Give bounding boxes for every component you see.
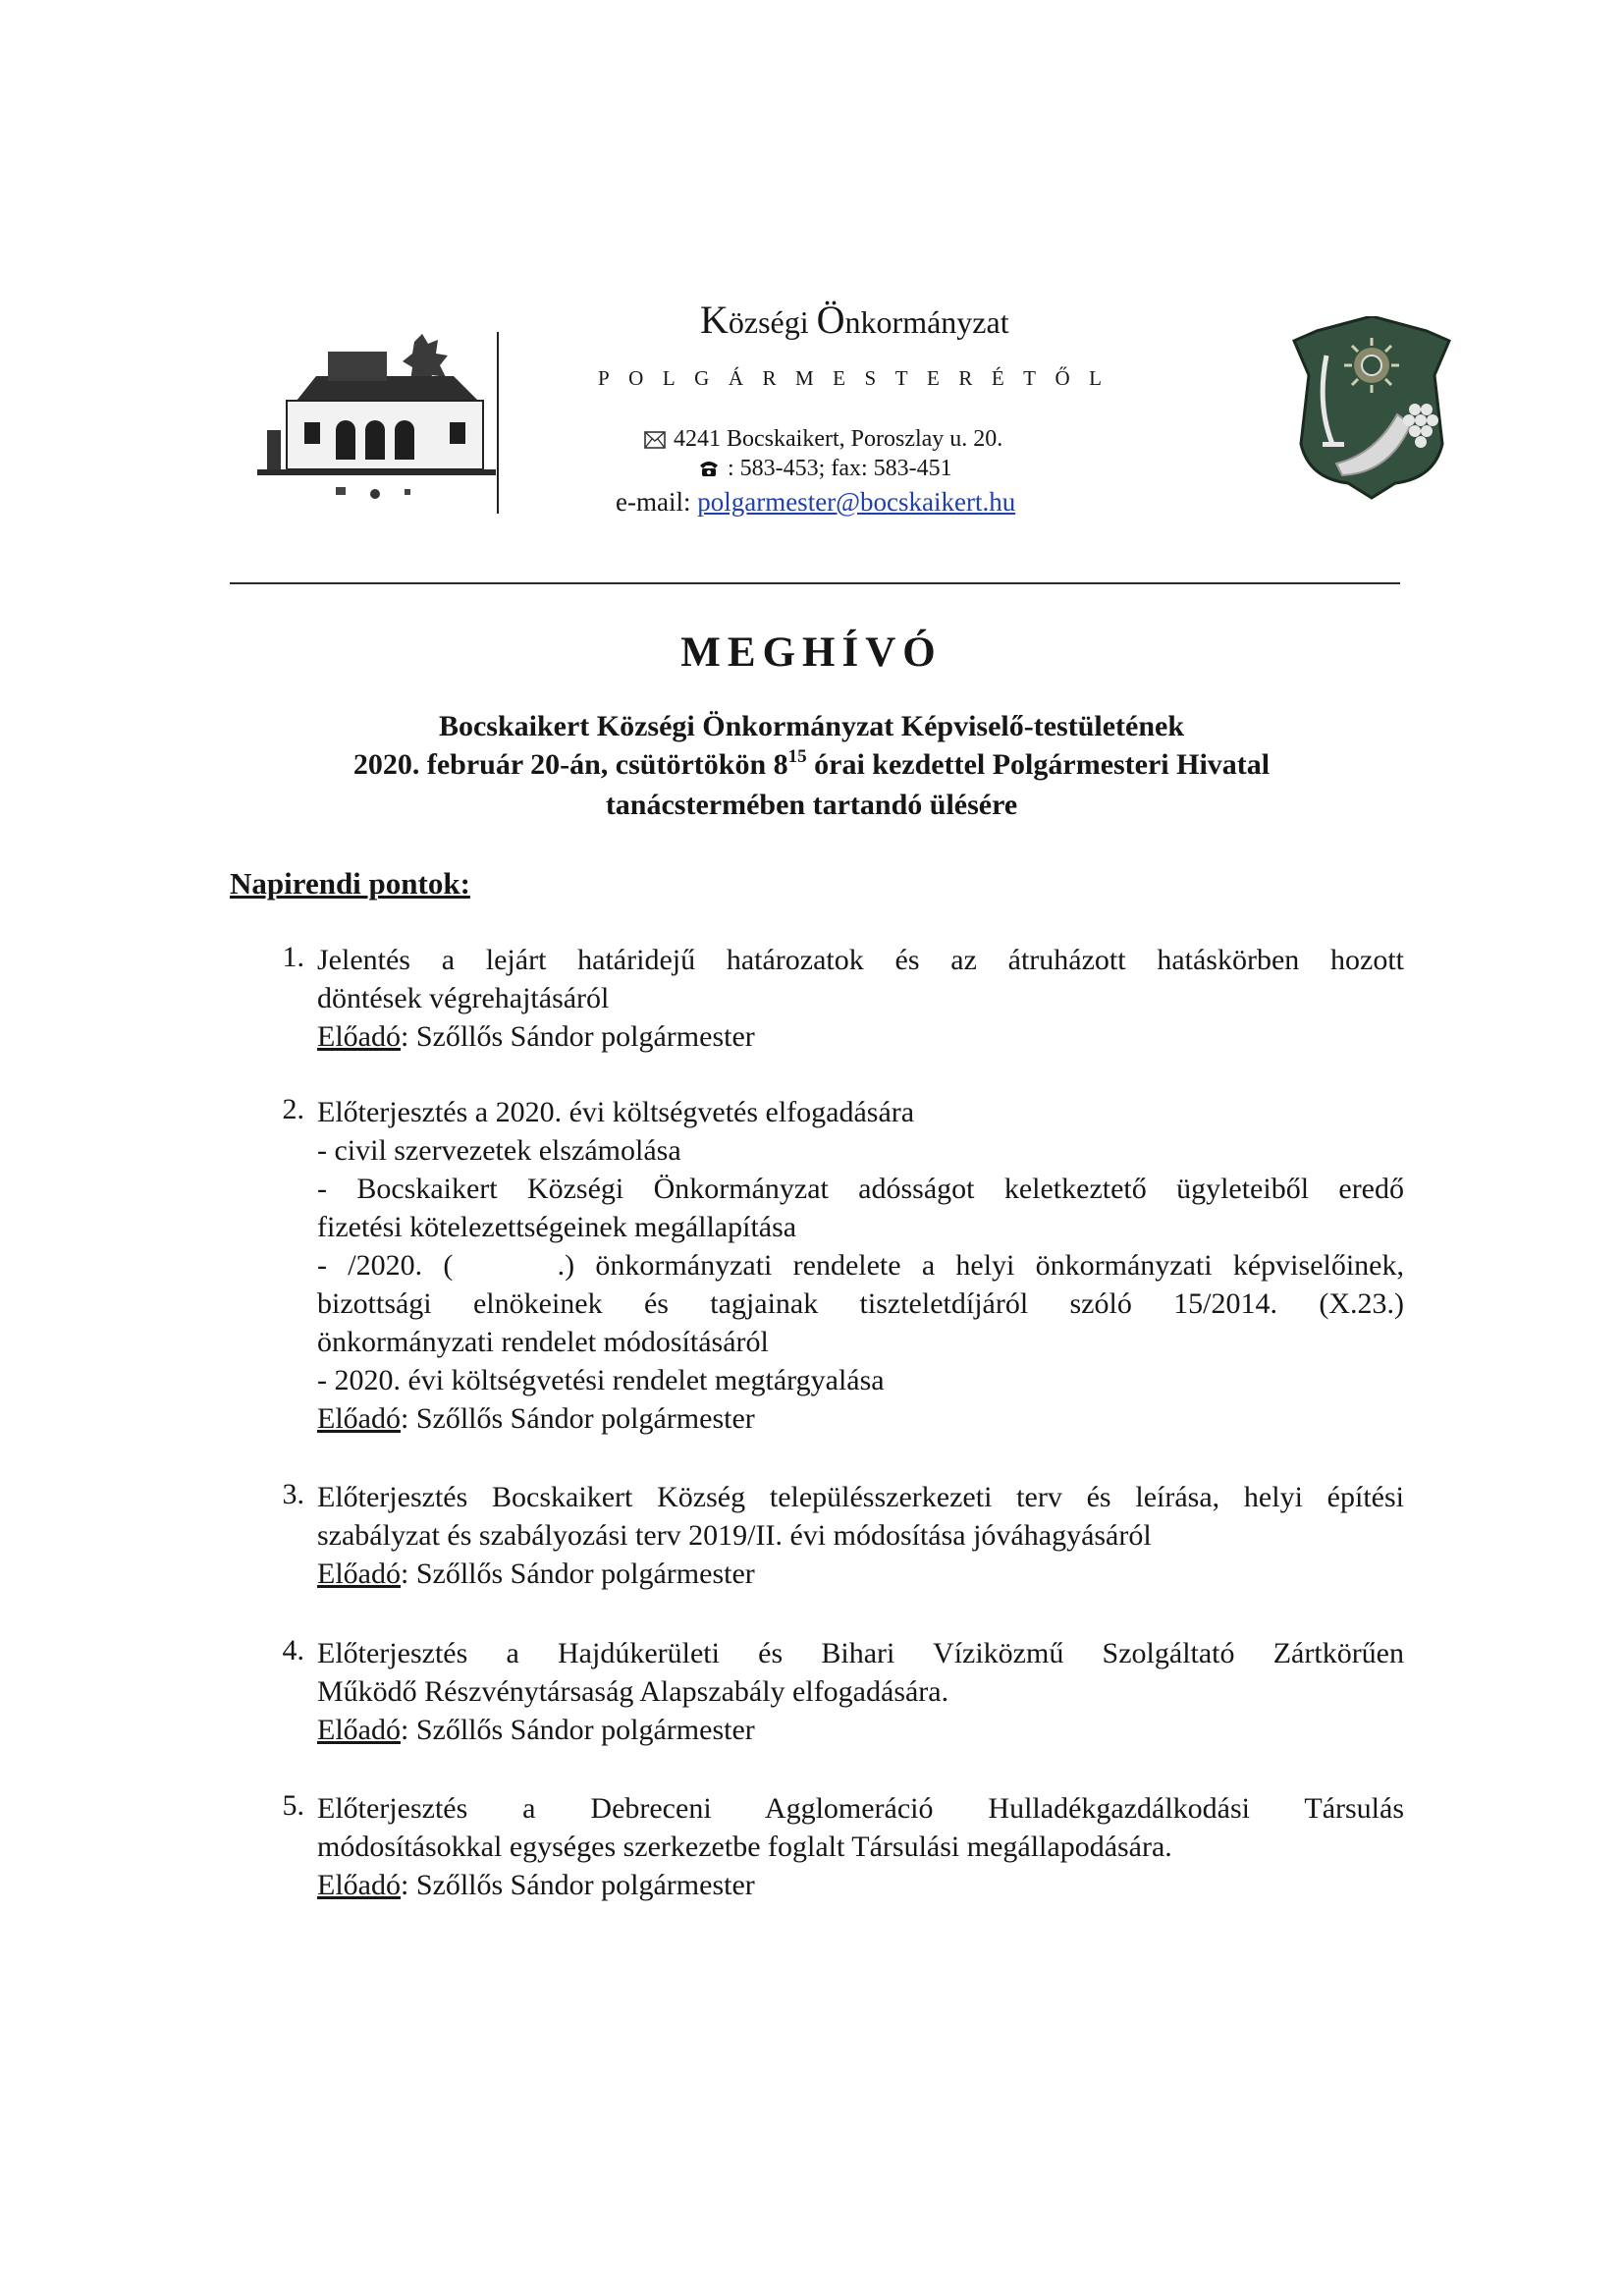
agenda-item-line: bizottsági elnökeinek és tagjainak tiszteletdíjáról szóló 15/2014. (X.23.) [317,1287,1404,1320]
agenda-item-line: Jelentés a lejárt határidejű határozatok és az átruházott hatáskörben hozott [317,944,1404,976]
telephone-icon [698,458,720,484]
agenda-item-line: önkormányzati rendelet módosításáról [317,1326,769,1358]
agenda-item-line: Előterjesztés Bocskaikert Község településszerkezeti terv és leírása, helyi építési [317,1481,1404,1513]
presenter-line: Előadó: Szőllős Sándor polgármester [317,1020,755,1053]
email-link[interactable]: polgarmester@bocskaikert.hu [697,487,1016,517]
org-name: Községi Önkormányzat [700,298,1009,342]
agenda-item-number: 1. [282,941,304,973]
agenda-item-number: 4. [282,1634,304,1667]
header-divider [497,332,499,514]
phone-line: : 583-453; fax: 583-451 [698,456,952,484]
meeting-subtitle-line-2: 2020. február 20-án, csütörtökön $8^{15}$ órai kezdettel Polgármesteri Hivatal [352,746,1271,781]
department-name: POLGÁRMESTERÉTŐL [598,366,1121,390]
agenda-heading: Napirendi pontok: [230,866,470,901]
address-line: 4241 Bocskaikert, Poroszlay u. 20. [644,426,1002,456]
agenda-item-5 [317,1789,1404,1904]
agenda-item-number: 2. [282,1093,304,1125]
agenda-item-4 [317,1634,1404,1749]
envelope-icon [644,429,666,456]
agenda-item-1 [317,941,1404,1056]
agenda-item-line: - 2020. évi költségvetési rendelet megtárgyalása [317,1364,885,1396]
coat-of-arms-image [1287,316,1456,500]
agenda-item-line: döntések végrehajtásáról [317,982,610,1014]
agenda-item-3 [317,1478,1404,1593]
agenda-item-line: - Bocskaikert Községi Önkormányzat adósságot keletkeztető ügyleteiből eredő [317,1173,1404,1205]
town-hall-image [257,332,496,511]
presenter-line: Előadó: Szőllős Sándor polgármester [317,1402,755,1435]
agenda-item-2 [317,1093,1404,1438]
meeting-subtitle-line-3: tanácstermében tartandó ülésére [605,789,1018,821]
agenda-item-number: 5. [282,1789,304,1822]
agenda-item-line: szabályzat és szabályozási terv 2019/II. évi módosítása jóváhagyásáról [317,1519,1152,1552]
document-title: MEGHÍVÓ [680,629,943,676]
email-line: e-mail: polgarmester@bocskaikert.hu [616,487,1016,517]
agenda-item-line: - /2020. ( .) önkormányzati rendelete a helyi önkormányzati képviselőinek, [317,1249,1404,1282]
agenda-item-line: módosításokkal egységes szerkezetbe foglalt Társulási megállapodására. [317,1831,1172,1863]
agenda-item-line: - civil szervezetek elszámolása [317,1134,681,1167]
meeting-subtitle-line-1: Bocskaikert Községi Önkormányzat Képviselő-testületének [438,710,1185,742]
presenter-line: Előadó: Szőllős Sándor polgármester [317,1869,755,1901]
presenter-line: Előadó: Szőllős Sándor polgármester [317,1558,755,1590]
agenda-item-line: Előterjesztés a Debreceni Agglomeráció Hulladékgazdálkodási Társulás [317,1792,1404,1825]
agenda-item-line: Működő Részvénytársaság Alapszabály elfogadására. [317,1675,949,1708]
agenda-item-line: fizetési kötelezettségeinek megállapítása [317,1211,797,1243]
agenda-item-line: Előterjesztés a Hajdúkerületi és Bihari Víziközmű Szolgáltató Zártkörűen [317,1637,1404,1669]
agenda-item-number: 3. [282,1478,304,1510]
presenter-line: Előadó: Szőllős Sándor polgármester [317,1714,755,1746]
agenda-item-line: Előterjesztés a 2020. évi költségvetés elfogadására [317,1096,915,1128]
header-rule [230,582,1400,584]
